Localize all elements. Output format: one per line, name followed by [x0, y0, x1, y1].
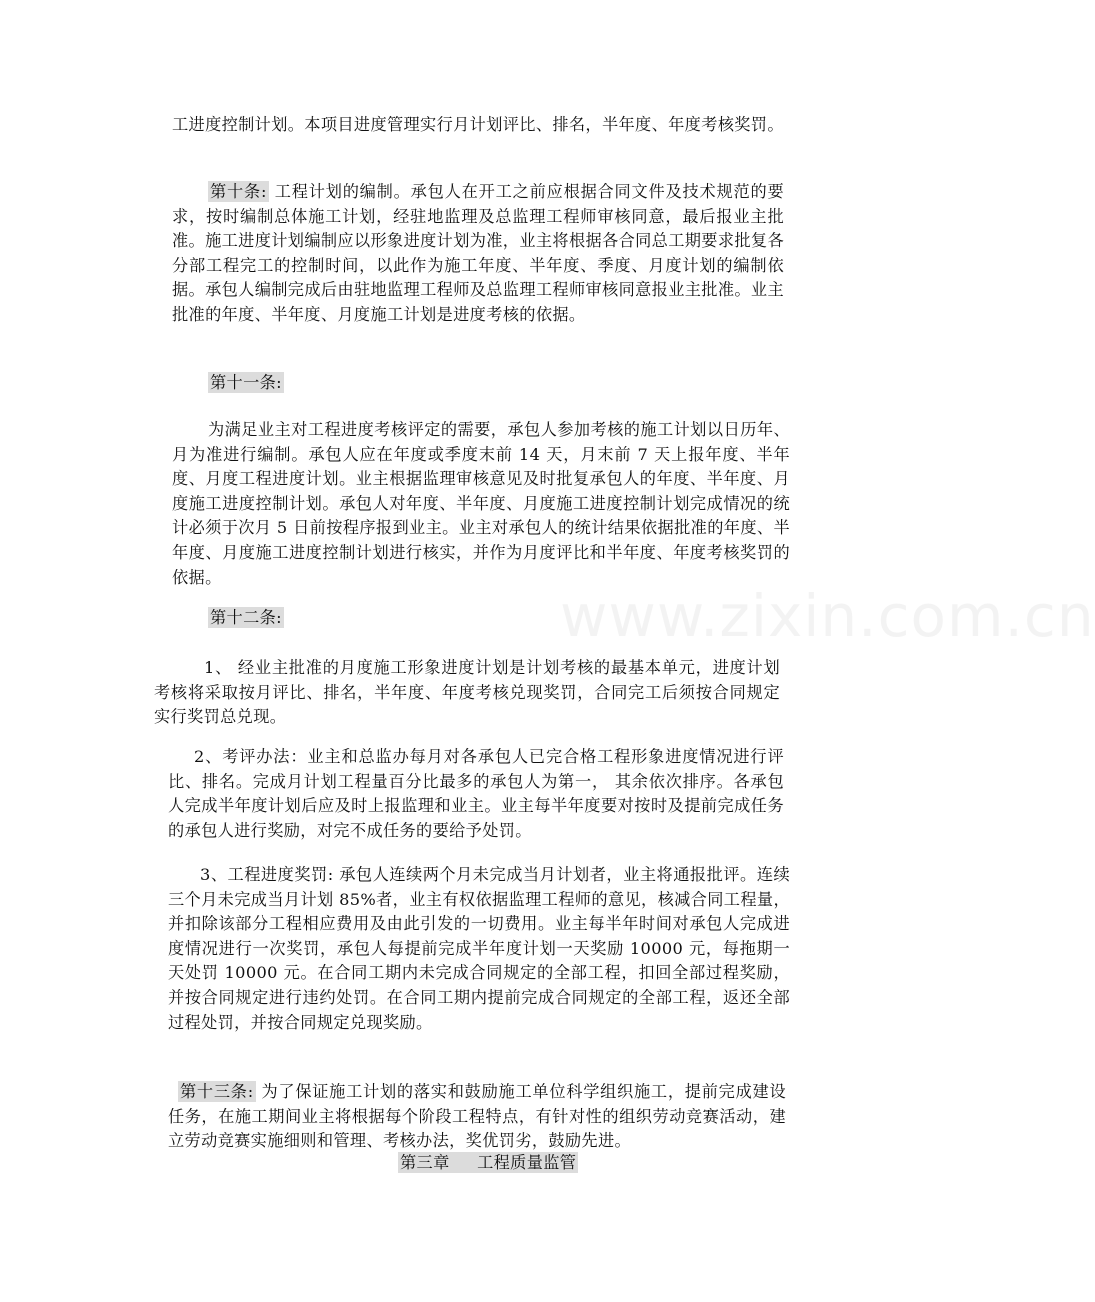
- paragraph-continuation: [172, 113, 794, 138]
- chapter-title: 工程质量监管: [477, 1153, 577, 1172]
- chapter-heading: [398, 1151, 578, 1176]
- article-13-text: 为了保证施工计划的落实和鼓励施工单位科学组织施工，提前完成建设任务，在施工期间业主将根据每个阶段工程特点，有针对性的组织劳动竞赛活动，建立劳动竞赛实施细则和管理、考核办法，奖优罚劣，鼓励先进。: [168, 1082, 786, 1151]
- article-13-label: 第十三条:: [180, 1082, 254, 1101]
- article-10-label: 第十条:: [210, 182, 267, 201]
- article-11-label: 第十一条:: [210, 373, 282, 392]
- paragraph-continuation-text: 工进度控制计划。本项目进度管理实行月计划评比、排名，半年度、年度考核奖罚。: [172, 115, 784, 134]
- chapter-label: 第三章: [400, 1153, 450, 1172]
- article-11-body-text: 为满足业主对工程进度考核评定的需要，承包人参加考核的施工计划以日历年、月为准进行编制。承包人应在年度或季度末前 14 天，月末前 7 天上报年度、半年度、月度工程进度计划。业主根据监理审核意见及时批复承包人的年度、半年度、月度施工进度控制计划。承包人对年度、半年度、月度施工进度控制计划完成情况的统计必须于次月 5 日前按程序报到业主。业主对承包人的统计结果依据批准的年度、半年度、月度施工进度控制计划进行核实，并作为月度评比和半年度、年度考核奖罚的依据。: [172, 420, 790, 587]
- watermark: www.zixin.com.cn: [560, 582, 1095, 650]
- article-11-heading: [208, 371, 284, 396]
- article-10: [172, 180, 784, 328]
- article-12-label: 第十二条:: [210, 608, 282, 627]
- item-1: [154, 656, 780, 730]
- item-2: [168, 745, 784, 843]
- item-2-text: 2、考评办法：业主和总监办每月对各承包人已完合格工程形象进度情况进行评比、排名。完成月计划工程量百分比最多的承包人为第一， 其余依次排序。各承包人完成半年度计划后应及时上报监理和业主。业主每半年度要对按时及提前完成任务的承包人进行奖励，对完不成任务的要给予处罚。: [168, 747, 784, 840]
- item-3-text: 3、工程进度奖罚: 承包人连续两个月未完成当月计划者，业主将通报批评。连续三个月未完成当月计划 85%者，业主有权依据监理工程师的意见，核减合同工程量，并扣除该部分工程相应费用及由此引发的一切费用。业主每半年时间对承包人完成进度情况进行一次奖罚，承包人每提前完成半年度计划一天奖励 10000 元，每拖期一天处罚 10000 元。在合同工期内未完成合同规定的全部工程，扣回全部过程奖励，并按合同规定进行违约处罚。在合同工期内提前完成合同规定的全部工程，返还全部过程处罚，并按合同规定兑现奖励。: [168, 865, 790, 1032]
- article-10-text: 工程计划的编制。承包人在开工之前应根据合同文件及技术规范的要求，按时编制总体施工计划，经驻地监理及总监理工程师审核同意，最后报业主批准。施工进度计划编制应以形象进度计划为准，业主将根据各合同总工期要求批复各分部工程完工的控制时间，以此作为施工年度、半年度、季度、月度计划的编制依据。承包人编制完成后由驻地监理工程师及总监理工程师审核同意报业主批准。业主批准的年度、半年度、月度施工计划是进度考核的依据。: [172, 182, 784, 324]
- chapter-heading-box: [398, 1152, 578, 1173]
- item-3: [168, 863, 790, 1035]
- item-1-text: 1、 经业主批准的月度施工形象进度计划是计划考核的最基本单元，进度计划考核将采取按月评比、排名，半年度、年度考核兑现奖罚，合同完工后须按合同规定实行奖罚总兑现。: [154, 658, 780, 727]
- article-12-heading: [208, 606, 284, 631]
- article-13: [168, 1080, 786, 1154]
- article-11-body: [172, 418, 790, 590]
